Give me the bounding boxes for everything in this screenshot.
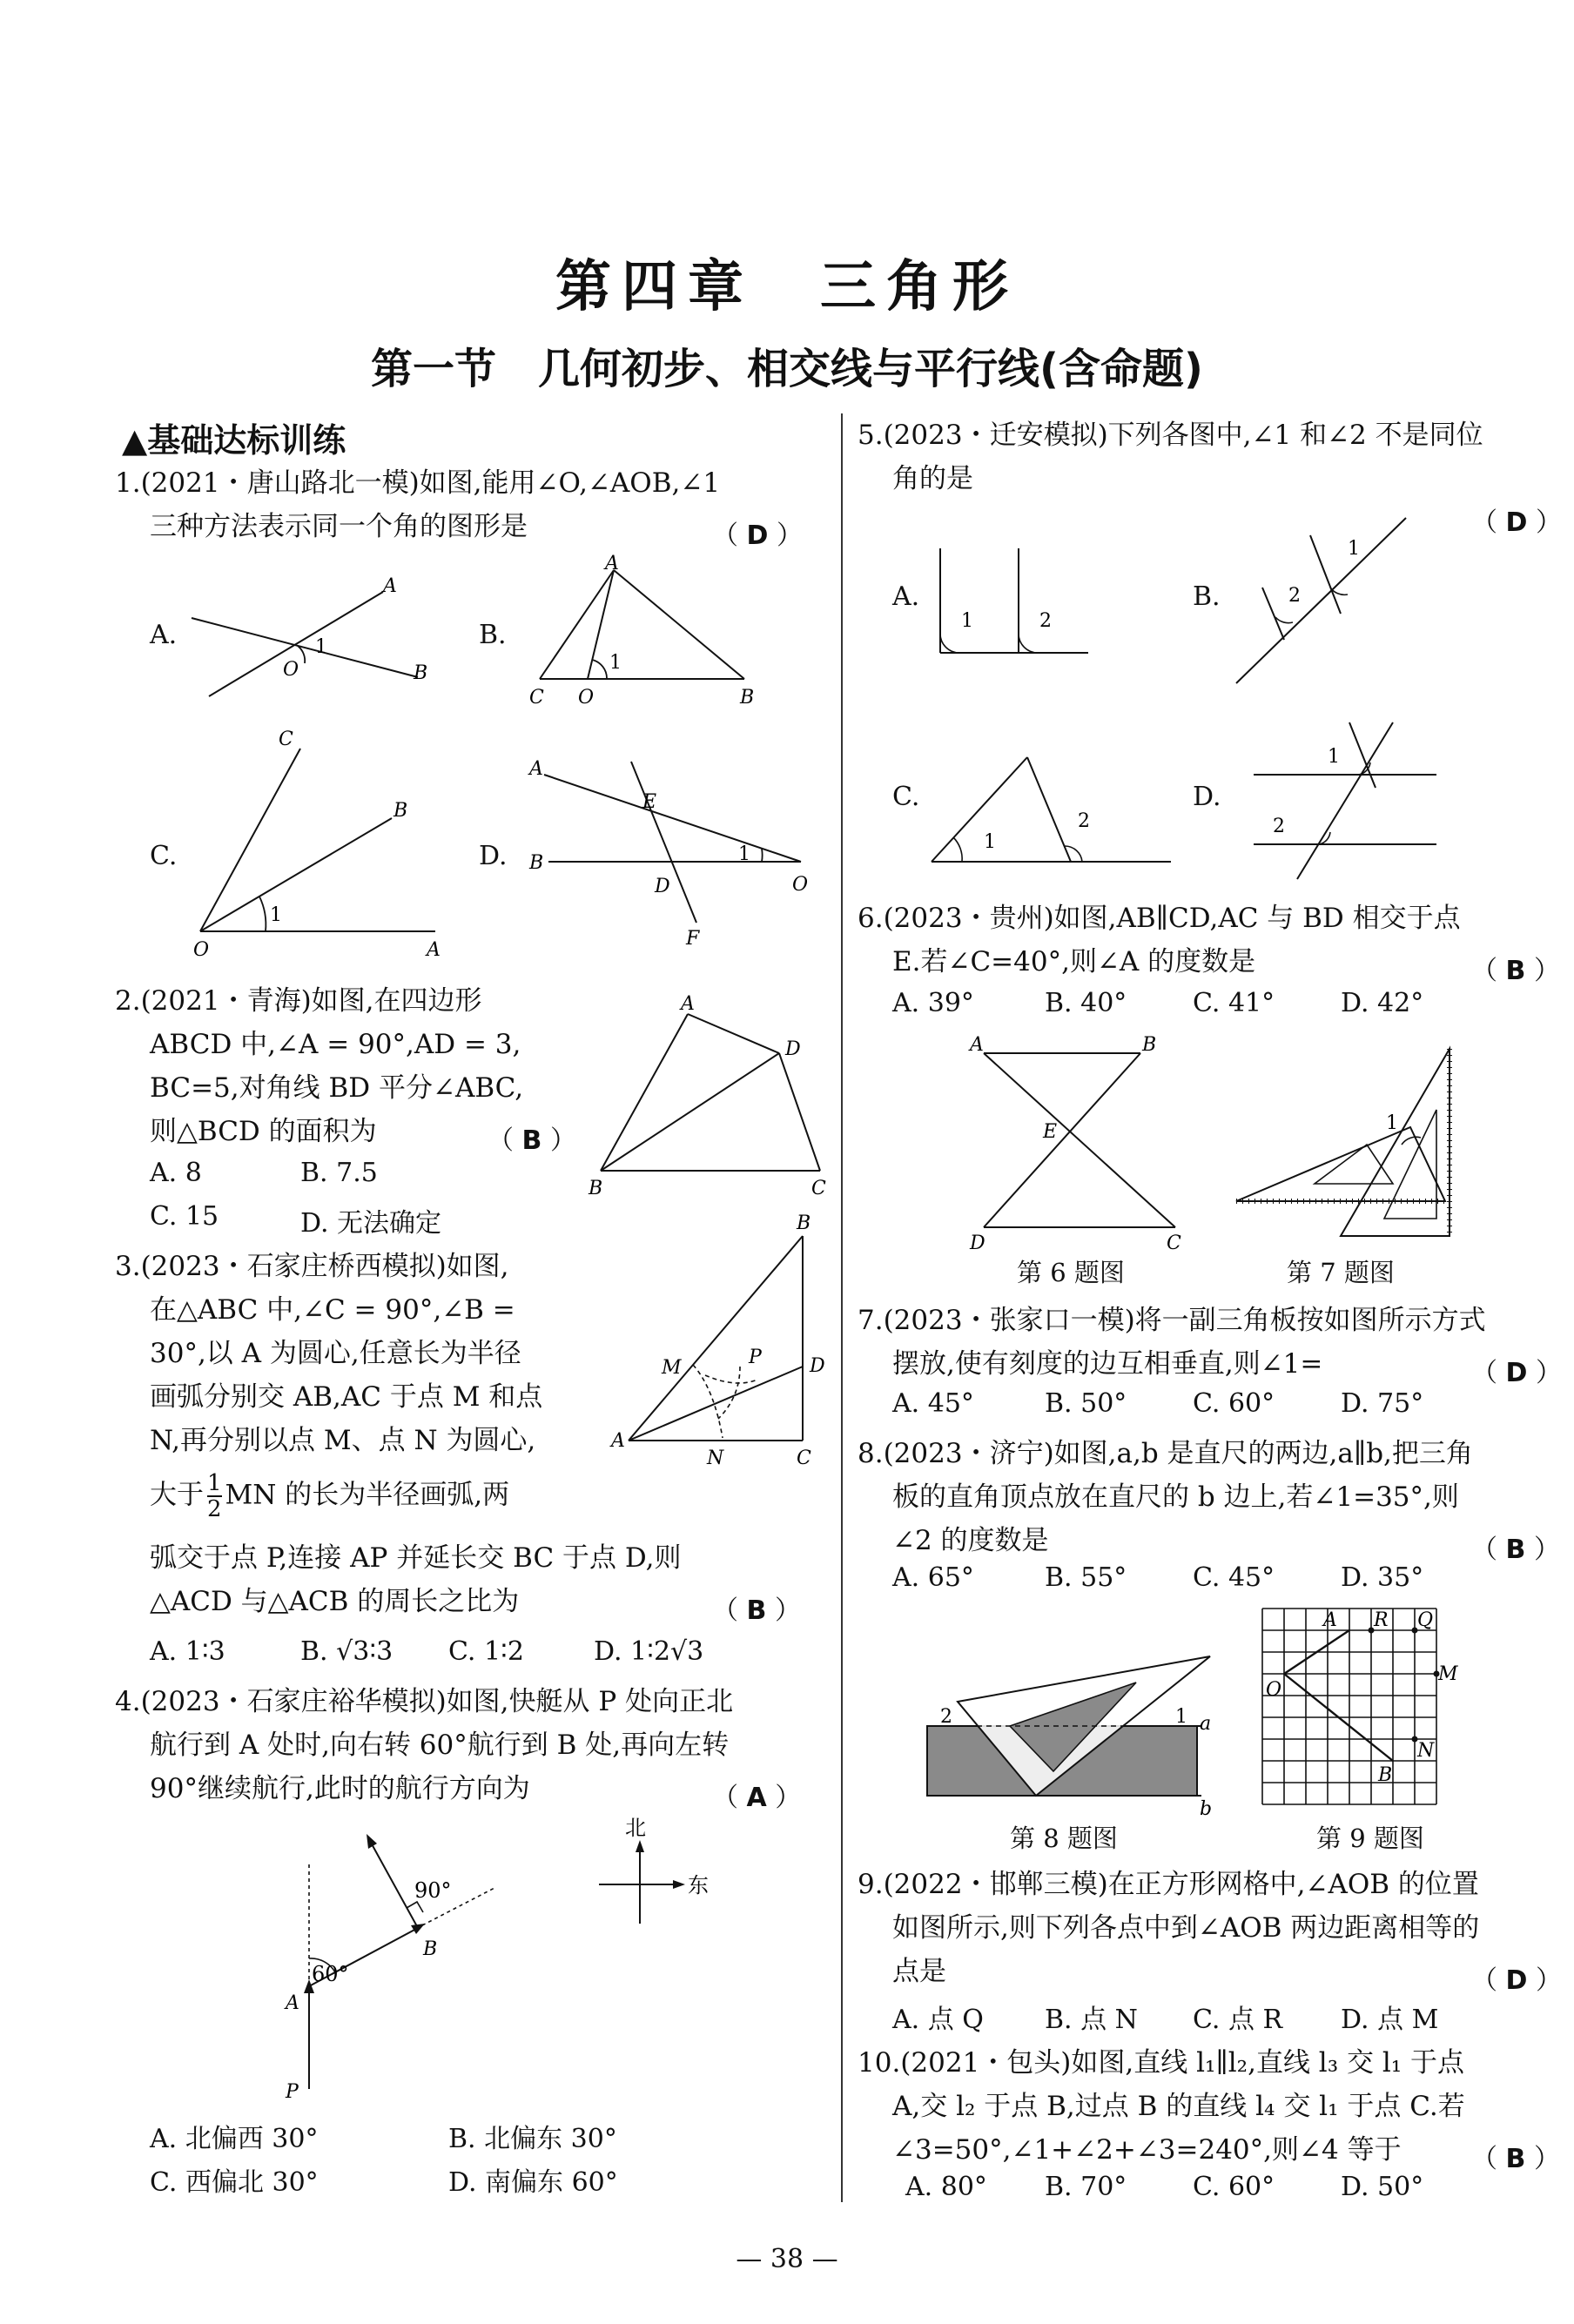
q1-option-a: A. [150, 620, 178, 650]
q2-option-d: D. 无法确定 [300, 1208, 442, 1239]
q10-option-d: D. 50° [1341, 2172, 1424, 2202]
svg-text:D: D [810, 1355, 825, 1377]
svg-text:R: R [1374, 1609, 1389, 1631]
q4-line3: 90°继续航行,此时的航行方向为 [150, 1773, 530, 1804]
svg-text:B: B [394, 800, 408, 822]
section-title: 第一节 几何初步、相交线与平行线(含命题) [371, 345, 1203, 393]
q4-answer: （ A ） [712, 1783, 802, 1813]
q5-figure-d [1245, 714, 1445, 888]
q10-option-a: A. 80° [905, 2172, 987, 2202]
q3-line4: 画弧分别交 AB,AC 于点 M 和点 [150, 1381, 543, 1413]
svg-text:B: B [1142, 1034, 1157, 1056]
q3-option-c: C. 1∶2 [448, 1636, 524, 1667]
svg-text:C: C [811, 1178, 826, 1199]
q9-option-c: C. 点 R [1193, 2005, 1283, 2035]
q4-option-b: B. 北偏东 30° [448, 2124, 617, 2154]
q1-figure-a [174, 566, 435, 714]
q5-figure-b [1228, 509, 1419, 692]
q4-line1: 4.(2023・石家庄裕华模拟)如图,快艇从 P 处向正北 [115, 1686, 734, 1717]
q9-caption: 第 9 题图 [1316, 1824, 1424, 1853]
q8-caption: 第 8 题图 [1010, 1824, 1118, 1853]
svg-text:1: 1 [315, 636, 327, 658]
svg-text:1: 1 [1348, 538, 1360, 560]
q5-figure-c [923, 740, 1175, 879]
q8-line2: 板的直角顶点放在直尺的 b 边上,若∠1=35°,则 [892, 1481, 1459, 1513]
svg-text:B: B [1378, 1764, 1393, 1786]
q2-line2: ABCD 中,∠A = 90°,AD = 3, [150, 1029, 521, 1060]
q6-option-a: A. 39° [892, 988, 974, 1018]
q5-option-c: C. [892, 782, 920, 812]
svg-text:C: C [529, 687, 544, 709]
q1-answer: （ D ） [712, 521, 803, 551]
q8-figure [923, 1649, 1219, 1824]
svg-text:2: 2 [1039, 610, 1052, 632]
q2-figure [583, 992, 836, 1201]
q2-option-b: B. 7.5 [300, 1158, 378, 1188]
q7-answer: （ D ） [1471, 1358, 1562, 1388]
svg-text:2: 2 [940, 1706, 952, 1728]
svg-text:A: A [427, 939, 441, 961]
q10-option-c: C. 60° [1193, 2172, 1275, 2202]
q7-option-c: C. 60° [1193, 1388, 1275, 1419]
svg-text:D: D [655, 876, 670, 897]
q6-line1: 6.(2023・贵州)如图,AB∥CD,AC 与 BD 相交于点 [858, 903, 1461, 934]
q2-answer: （ B ） [488, 1125, 576, 1156]
svg-text:A: A [970, 1034, 984, 1056]
svg-text:M: M [1438, 1663, 1458, 1685]
q1-line1: 1.(2021・唐山路北一模)如图,能用∠O,∠AOB,∠1 [115, 467, 721, 499]
svg-text:A: A [611, 1430, 625, 1452]
svg-text:B: B [589, 1178, 603, 1199]
q5-line2: 角的是 [892, 463, 973, 494]
q4-figure [270, 1816, 709, 2106]
svg-text:O: O [578, 687, 595, 709]
svg-text:B: B [797, 1212, 811, 1234]
q1-figure-d [522, 749, 818, 966]
chapter-title: 第四章 三角形 [555, 255, 1019, 319]
svg-text:C: C [279, 729, 293, 750]
q1-option-b: B. [479, 620, 507, 650]
q6-option-c: C. 41° [1193, 988, 1275, 1018]
q4-option-d: D. 南偏东 60° [448, 2167, 618, 2198]
q8-option-a: A. 65° [892, 1562, 974, 1593]
q8-line3: ∠2 的度数是 [892, 1525, 1049, 1556]
q7-option-b: B. 50° [1045, 1388, 1127, 1419]
q3-answer: （ B ） [712, 1595, 801, 1626]
svg-text:90°: 90° [414, 1878, 452, 1903]
svg-text:E: E [642, 791, 657, 813]
column-divider [841, 413, 843, 2202]
q3-line8: △ACD 与△ACB 的周长之比为 [150, 1586, 520, 1617]
svg-text:2: 2 [1273, 816, 1285, 837]
svg-text:D: D [785, 1038, 801, 1060]
svg-text:A: A [529, 758, 543, 780]
q7-caption: 第 7 题图 [1287, 1258, 1395, 1287]
q4-option-a: A. 北偏西 30° [150, 2124, 319, 2154]
q6-line2: E.若∠C=40°,则∠A 的度数是 [892, 946, 1256, 977]
q7-option-a: A. 45° [892, 1388, 974, 1419]
q7-figure [1228, 1040, 1480, 1249]
q10-option-b: B. 70° [1045, 2172, 1127, 2202]
q1-line2: 三种方法表示同一个角的图形是 [150, 511, 528, 542]
svg-text:1: 1 [1386, 1112, 1398, 1134]
svg-text:F: F [686, 928, 700, 950]
svg-text:1: 1 [961, 610, 973, 632]
q3-line6: 大于 $\frac{1}{2}$ MN 的长为半径画弧,两 [150, 1470, 510, 1522]
q9-line1: 9.(2022・邯郸三模)在正方形网格中,∠AOB 的位置 [858, 1869, 1479, 1900]
svg-text:O: O [283, 659, 299, 681]
svg-text:A: A [605, 553, 619, 574]
svg-text:a: a [1200, 1713, 1212, 1735]
q6-caption: 第 6 题图 [1017, 1258, 1125, 1287]
svg-text:O: O [792, 874, 809, 896]
q9-option-d: D. 点 M [1341, 2005, 1439, 2035]
q7-line1: 7.(2023・张家口一模)将一副三角板按如图所示方式 [858, 1305, 1486, 1336]
svg-text:B: B [414, 662, 428, 684]
svg-text:N: N [707, 1447, 724, 1469]
svg-text:A: A [383, 575, 397, 597]
q6-figure [958, 1031, 1184, 1254]
page-number: — 38 — [736, 2244, 838, 2274]
q8-option-b: B. 55° [1045, 1562, 1127, 1593]
q6-option-d: D. 42° [1341, 988, 1424, 1018]
q9-option-a: A. 点 Q [892, 2005, 984, 2035]
svg-text:1: 1 [609, 652, 622, 674]
svg-text:P: P [286, 2081, 299, 2103]
q4-option-c: C. 西偏北 30° [150, 2167, 319, 2198]
svg-text:b: b [1200, 1798, 1213, 1820]
q10-line1: 10.(2021・包头)如图,直线 l₁∥l₂,直线 l₃ 交 l₁ 于点 [858, 2047, 1465, 2079]
q2-line1: 2.(2021・青海)如图,在四边形 [115, 985, 482, 1017]
q6-answer: （ B ） [1471, 956, 1560, 986]
svg-text:C: C [1167, 1233, 1181, 1254]
svg-text:60°: 60° [312, 1962, 349, 1986]
q5-option-d: D. [1193, 782, 1221, 812]
q3-line1: 3.(2023・石家庄桥西模拟)如图, [115, 1251, 509, 1282]
svg-text:O: O [193, 939, 210, 961]
svg-text:C: C [797, 1447, 811, 1469]
q2-line3: BC=5,对角线 BD 平分∠ABC, [150, 1072, 524, 1104]
q2-option-a: A. 8 [150, 1158, 202, 1188]
svg-text:A: A [1323, 1609, 1337, 1631]
q3-option-d: D. 1∶2√3 [594, 1636, 704, 1667]
q1-figure-c [183, 722, 453, 961]
q3-option-b: B. √3∶3 [300, 1636, 394, 1667]
q3-line5: N,再分别以点 M、点 N 为圆心, [150, 1425, 536, 1456]
svg-text:1: 1 [270, 904, 282, 926]
svg-text:1: 1 [1175, 1706, 1187, 1728]
q5-line1: 5.(2023・迁安模拟)下列各图中,∠1 和∠2 不是同位 [858, 420, 1483, 451]
q9-answer: （ D ） [1471, 1965, 1562, 1996]
q5-option-b: B. [1193, 581, 1221, 612]
q9-line2: 如图所示,则下列各点中到∠AOB 两边距离相等的 [892, 1912, 1480, 1944]
q9-figure [1254, 1600, 1489, 1817]
q5-option-a: A. [892, 581, 920, 612]
svg-text:B: B [740, 687, 755, 709]
q2-option-c: C. 15 [150, 1201, 219, 1232]
q6-option-b: B. 40° [1045, 988, 1127, 1018]
svg-text:E: E [1043, 1121, 1058, 1143]
q3-option-a: A. 1∶3 [150, 1636, 225, 1667]
q8-answer: （ B ） [1471, 1535, 1560, 1565]
svg-text:东: 东 [688, 1873, 709, 1897]
svg-text:1: 1 [1328, 746, 1340, 768]
q1-option-d: D. [479, 841, 508, 871]
svg-text:O: O [1266, 1679, 1282, 1701]
q7-option-d: D. 75° [1341, 1388, 1424, 1419]
svg-text:1: 1 [738, 843, 750, 865]
q8-option-d: D. 35° [1341, 1562, 1424, 1593]
svg-text:A: A [681, 993, 695, 1015]
q10-line2: A,交 l₂ 于点 B,过点 B 的直线 l₄ 交 l₁ 于点 C.若 [892, 2091, 1465, 2122]
svg-text:N: N [1417, 1740, 1435, 1762]
q10-answer: （ B ） [1471, 2144, 1560, 2174]
q5-figure-a [923, 540, 1097, 670]
svg-text:M: M [662, 1357, 682, 1379]
q7-line2: 摆放,使有刻度的边互相垂直,则∠1= [892, 1348, 1323, 1380]
q10-line3: ∠3=50°,∠1+∠2+∠3=240°,则∠4 等于 [892, 2134, 1402, 2166]
q1-figure-b [522, 553, 784, 714]
section-heading: ▲基础达标训练 [122, 421, 346, 460]
q3-line7: 弧交于点 P,连接 AP 并延长交 BC 于点 D,则 [150, 1542, 682, 1574]
svg-text:B: B [423, 1938, 438, 1960]
svg-text:1: 1 [984, 831, 996, 853]
q2-line4: 则△BCD 的面积为 [150, 1116, 377, 1147]
svg-text:B: B [529, 852, 544, 874]
q8-option-c: C. 45° [1193, 1562, 1275, 1593]
q8-line1: 8.(2023・济宁)如图,a,b 是直尺的两边,a∥b,把三角 [858, 1438, 1473, 1469]
svg-text:2: 2 [1288, 585, 1301, 607]
q3-figure [609, 1210, 836, 1488]
svg-text:Q: Q [1417, 1609, 1434, 1631]
q3-line3: 30°,以 A 为圆心,任意长为半径 [150, 1338, 521, 1369]
q9-option-b: B. 点 N [1045, 2005, 1138, 2035]
q3-fraction: $\frac{1}{2}$ [207, 1470, 222, 1522]
q5-answer: （ D ） [1471, 507, 1562, 538]
q4-line2: 航行到 A 处时,向右转 60°航行到 B 处,再向左转 [150, 1730, 730, 1761]
svg-text:2: 2 [1078, 810, 1090, 832]
svg-text:A: A [286, 1992, 299, 2014]
q3-line2: 在△ABC 中,∠C = 90°,∠B = [150, 1294, 515, 1326]
svg-text:D: D [970, 1233, 985, 1254]
q9-line3: 点是 [892, 1956, 946, 1987]
q1-option-c: C. [150, 841, 178, 871]
svg-text:P: P [749, 1347, 762, 1368]
svg-text:北: 北 [625, 1816, 646, 1840]
